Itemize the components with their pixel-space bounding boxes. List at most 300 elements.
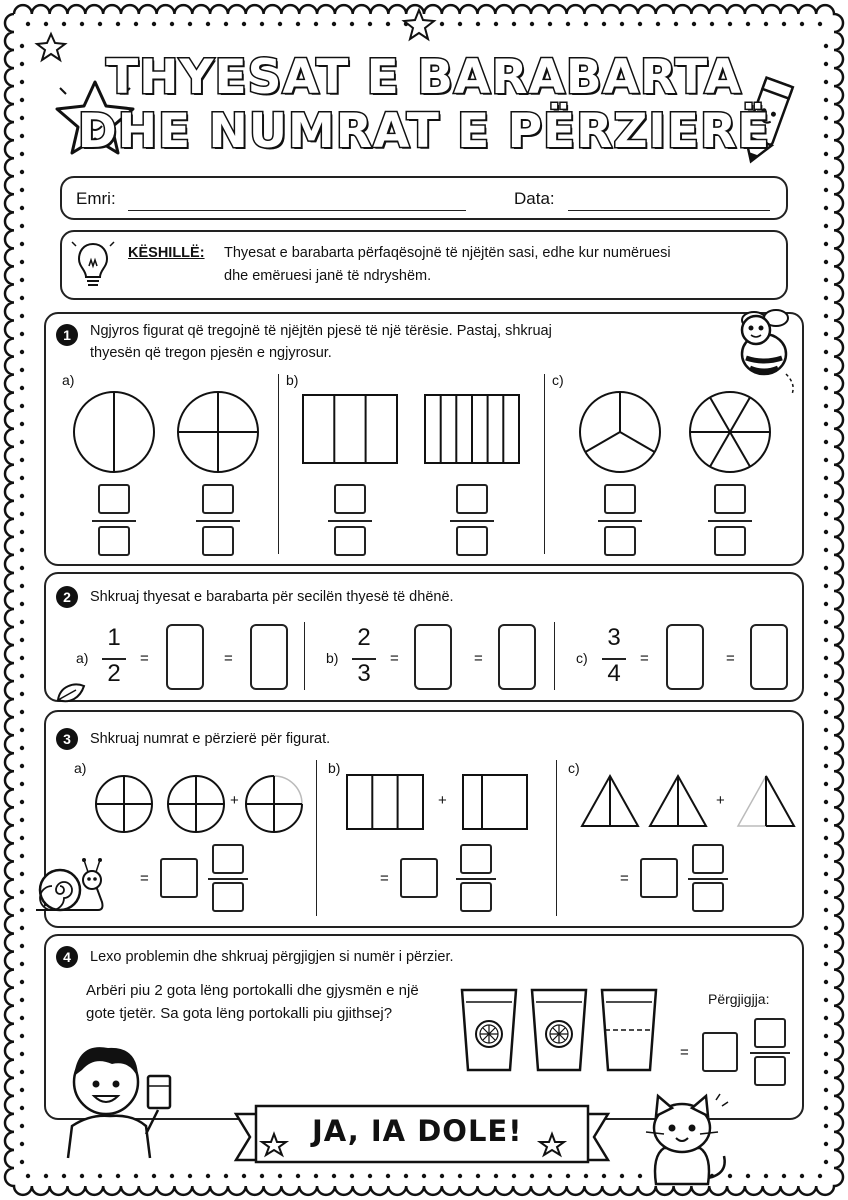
border-dot (20, 1016, 24, 1020)
border-dot (116, 1174, 120, 1178)
exercise-3-instruction: Shkruaj numrat e përzierë për figurat. (90, 731, 331, 747)
border-dot (20, 872, 24, 876)
denominator-box[interactable] (604, 526, 636, 556)
name-label: Emri: (76, 189, 116, 208)
denominator-box[interactable] (334, 526, 366, 556)
border-dot (824, 710, 828, 714)
given-numerator: 2 (357, 624, 371, 651)
border-dot (62, 22, 66, 26)
border-dot (188, 1174, 192, 1178)
border-dot (20, 800, 24, 804)
border-dot (824, 170, 828, 174)
border-dot (824, 782, 828, 786)
border-dot (20, 350, 24, 354)
rectangle-thirds (346, 774, 424, 830)
border-dot (824, 260, 828, 264)
divider (556, 760, 557, 916)
border-dot (20, 944, 24, 948)
given-numerator: 3 (607, 624, 621, 651)
part-b-label: b) (328, 760, 341, 776)
circle-quarters (94, 774, 154, 834)
circle-thirds[interactable] (578, 390, 662, 474)
item-b-label: b) (326, 650, 339, 666)
answer-box[interactable] (666, 624, 704, 690)
border-dot (20, 836, 24, 840)
divider (544, 374, 545, 554)
border-dot (800, 22, 804, 26)
answer-box[interactable] (750, 624, 788, 690)
given-numerator: 1 (107, 624, 121, 651)
full-glass-icon (460, 986, 518, 1072)
border-dot (494, 22, 498, 26)
numerator-box[interactable] (212, 844, 244, 874)
border-dot (20, 332, 24, 336)
top-star-icon (402, 8, 436, 42)
rectangle-sixths[interactable] (424, 394, 520, 464)
border-dot (98, 1174, 102, 1178)
part-a-label: a) (62, 372, 75, 388)
border-dot (20, 278, 24, 282)
border-dot (824, 206, 828, 210)
border-dot (422, 1174, 426, 1178)
fraction-bar (456, 878, 496, 880)
border-dot (80, 22, 84, 26)
border-dot (134, 1174, 138, 1178)
border-dot (20, 854, 24, 858)
whole-number-box[interactable] (160, 858, 198, 898)
given-denominator: 4 (607, 660, 621, 687)
problem-line-2: gote tjetër. Sa gota lëng portokalli piu gjithsej? (86, 1005, 393, 1022)
border-dot (80, 1174, 84, 1178)
border-dot (824, 1124, 828, 1128)
border-dot (224, 22, 228, 26)
date-field[interactable] (568, 210, 770, 211)
tip-text-line-2: dhe emëruesi janë të ndryshëm. (224, 268, 432, 284)
numerator-box[interactable] (456, 484, 488, 514)
border-dot (350, 1174, 354, 1178)
border-dot (824, 224, 828, 228)
exercise-1-instruction-line-1: Ngjyros figurat që tregojnë të njëjtën pjesë të një tërësie. Pastaj, shkruaj (90, 323, 552, 339)
border-dot (134, 22, 138, 26)
border-dot (440, 22, 444, 26)
border-dot (824, 44, 828, 48)
border-dot (20, 1106, 24, 1110)
border-dot (824, 494, 828, 498)
triangle-half-shaded (736, 774, 796, 828)
equals-sign: = (140, 650, 149, 667)
divider (304, 622, 305, 690)
border-dot (20, 170, 24, 174)
border-dot (314, 22, 318, 26)
border-dot (764, 1174, 768, 1178)
border-dot (824, 962, 828, 966)
border-dot (824, 566, 828, 570)
border-dot (20, 566, 24, 570)
page-title-line-1: THYESAT E BARABARTA (106, 50, 742, 105)
border-dot (824, 404, 828, 408)
border-dot (296, 22, 300, 26)
numerator-box[interactable] (754, 1018, 786, 1048)
border-dot (20, 926, 24, 930)
exercise-2-instruction: Shkruaj thyesat e barabarta për secilën thyesë të dhënë. (90, 589, 454, 605)
answer-box[interactable] (498, 624, 536, 690)
divider (278, 374, 279, 554)
border-dot (386, 1174, 390, 1178)
border-dot (20, 782, 24, 786)
border-dot (824, 440, 828, 444)
circle-sixths[interactable] (688, 390, 772, 474)
border-dot (824, 656, 828, 660)
problem-line-1: Arbëri piu 2 gota lëng portokalli dhe gjysmën e një (86, 982, 419, 999)
fraction-bar (328, 520, 372, 522)
tip-text-line-1: Thyesat e barabarta përfaqësojnë të njëjtën sasi, edhe kur numëruesi (224, 245, 671, 261)
exercise-number: 4 (56, 946, 78, 968)
border-dot (824, 854, 828, 858)
border-dot (602, 1174, 606, 1178)
border-dot (824, 728, 828, 732)
border-dot (20, 620, 24, 624)
name-field[interactable] (128, 210, 466, 211)
border-dot (404, 1174, 408, 1178)
whole-number-box[interactable] (702, 1032, 738, 1072)
border-dot (824, 674, 828, 678)
border-dot (20, 584, 24, 588)
border-dot (20, 1124, 24, 1128)
border-dot (824, 998, 828, 1002)
answer-box[interactable] (250, 624, 288, 690)
border-dot (20, 1052, 24, 1056)
border-dot (728, 22, 732, 26)
full-glass-icon (530, 986, 588, 1072)
border-dot (824, 368, 828, 372)
border-dot (824, 872, 828, 876)
triangle-halves (648, 774, 708, 828)
border-dot (260, 1174, 264, 1178)
border-dot (20, 656, 24, 660)
border-dot (824, 944, 828, 948)
border-dot (656, 22, 660, 26)
border-dot (824, 386, 828, 390)
border-dot (692, 22, 696, 26)
border-dot (824, 1052, 828, 1056)
border-dot (548, 22, 552, 26)
fraction-bar (208, 878, 248, 880)
border-dot (824, 548, 828, 552)
border-dot (20, 404, 24, 408)
border-dot (620, 22, 624, 26)
tip-box (60, 230, 788, 300)
border-dot (20, 368, 24, 372)
border-dot (824, 1016, 828, 1020)
border-dot (824, 278, 828, 282)
exercise-4-instruction: Lexo problemin dhe shkruaj përgjigjen si numër i përzier. (90, 949, 454, 965)
border-dot (824, 512, 828, 516)
tip-heading: KËSHILLË: (128, 245, 205, 261)
part-a-label: a) (74, 760, 87, 776)
border-dot (566, 22, 570, 26)
equals-sign: = (474, 650, 483, 667)
border-dot (476, 22, 480, 26)
equals-sign: = (640, 650, 649, 667)
plus-sign: + (438, 792, 447, 809)
border-dot (530, 22, 534, 26)
denominator-box[interactable] (692, 882, 724, 912)
boy-with-glass-icon (50, 1030, 180, 1160)
border-dot (824, 188, 828, 192)
border-dot (512, 22, 516, 26)
exercise-3-box (44, 710, 804, 928)
border-dot (824, 1088, 828, 1092)
border-dot (368, 1174, 372, 1178)
border-dot (20, 296, 24, 300)
border-dot (20, 638, 24, 642)
border-dot (20, 314, 24, 318)
border-dot (26, 1174, 30, 1178)
border-dot (152, 22, 156, 26)
border-dot (206, 22, 210, 26)
border-dot (566, 1174, 570, 1178)
circle-quarters (166, 774, 226, 834)
equals-sign: = (680, 1044, 689, 1061)
border-dot (824, 296, 828, 300)
lightbulb-icon (76, 240, 110, 292)
numerator-box[interactable] (202, 484, 234, 514)
fraction-bar (750, 1052, 790, 1054)
exercise-2-box (44, 572, 804, 702)
equals-sign: = (390, 650, 399, 667)
equals-sign: = (380, 870, 389, 887)
fraction-bar (196, 520, 240, 522)
border-dot (824, 818, 828, 822)
border-dot (824, 1142, 828, 1146)
border-dot (458, 1174, 462, 1178)
border-dot (152, 1174, 156, 1178)
border-dot (824, 638, 828, 642)
denominator-box[interactable] (754, 1056, 786, 1086)
fraction-bar (688, 878, 728, 880)
border-dot (20, 494, 24, 498)
fraction-bar (450, 520, 494, 522)
item-c-label: c) (576, 650, 588, 666)
denominator-box[interactable] (456, 526, 488, 556)
plus-sign: + (716, 792, 725, 809)
border-dot (20, 44, 24, 48)
denominator-box[interactable] (98, 526, 130, 556)
border-dot (782, 1174, 786, 1178)
border-dot (800, 1174, 804, 1178)
border-dot (20, 692, 24, 696)
exercise-number: 3 (56, 728, 78, 750)
border-dot (20, 440, 24, 444)
bee-icon (724, 302, 808, 398)
border-dot (584, 1174, 588, 1178)
numerator-box[interactable] (692, 844, 724, 874)
rectangle-thirds[interactable] (302, 394, 398, 464)
name-date-box (60, 176, 788, 220)
numerator-box[interactable] (334, 484, 366, 514)
border-dot (296, 1174, 300, 1178)
border-dot (782, 22, 786, 26)
item-a-label: a) (76, 650, 89, 666)
border-dot (824, 242, 828, 246)
border-dot (20, 674, 24, 678)
border-dot (824, 620, 828, 624)
border-dot (20, 908, 24, 912)
border-dot (188, 22, 192, 26)
divider (554, 622, 555, 690)
border-dot (818, 22, 822, 26)
border-dot (20, 1070, 24, 1074)
part-c-label: c) (568, 760, 580, 776)
border-dot (824, 1070, 828, 1074)
triangle-halves (580, 774, 640, 828)
border-dot (20, 188, 24, 192)
fraction-bar (708, 520, 752, 522)
border-dot (314, 1174, 318, 1178)
part-c-label: c) (552, 372, 564, 388)
border-dot (62, 1174, 66, 1178)
border-dot (224, 1174, 228, 1178)
border-dot (824, 602, 828, 606)
border-dot (638, 22, 642, 26)
border-dot (818, 1174, 822, 1178)
circle-quarters[interactable] (176, 390, 260, 474)
border-dot (260, 22, 264, 26)
cat-icon (636, 1092, 732, 1188)
border-dot (20, 1142, 24, 1146)
numerator-box[interactable] (98, 484, 130, 514)
denominator-box[interactable] (202, 526, 234, 556)
border-dot (20, 386, 24, 390)
border-dot (20, 746, 24, 750)
page-title-line-2: DHE NUMRAT E PËRZIERË (77, 104, 771, 159)
border-dot (824, 1034, 828, 1038)
denominator-box[interactable] (714, 526, 746, 556)
answer-box[interactable] (414, 624, 452, 690)
numerator-box[interactable] (714, 484, 746, 514)
border-dot (824, 980, 828, 984)
border-dot (20, 710, 24, 714)
border-dot (512, 1174, 516, 1178)
exercise-number: 1 (56, 324, 78, 346)
border-dot (20, 602, 24, 606)
border-dot (710, 22, 714, 26)
border-dot (824, 890, 828, 894)
border-dot (206, 1174, 210, 1178)
border-dot (20, 962, 24, 966)
border-dot (824, 926, 828, 930)
border-dot (494, 1174, 498, 1178)
exercise-1-box (44, 312, 804, 566)
border-dot (20, 422, 24, 426)
border-dot (20, 998, 24, 1002)
given-denominator: 2 (107, 660, 121, 687)
fraction-bar (598, 520, 642, 522)
border-dot (26, 22, 30, 26)
border-dot (746, 22, 750, 26)
equals-sign: = (140, 870, 149, 887)
border-dot (170, 1174, 174, 1178)
border-dot (824, 692, 828, 696)
border-dot (824, 1106, 828, 1110)
border-dot (44, 22, 48, 26)
border-dot (620, 1174, 624, 1178)
border-dot (278, 22, 282, 26)
border-dot (242, 22, 246, 26)
equals-sign: = (620, 870, 629, 887)
border-dot (20, 458, 24, 462)
border-dot (278, 1174, 282, 1178)
border-dot (476, 1174, 480, 1178)
fraction-bar (92, 520, 136, 522)
border-dot (458, 22, 462, 26)
border-dot (368, 22, 372, 26)
border-dot (20, 548, 24, 552)
border-dot (20, 1160, 24, 1164)
answer-box[interactable] (166, 624, 204, 690)
border-dot (20, 1088, 24, 1092)
numerator-box[interactable] (460, 844, 492, 874)
border-dot (824, 530, 828, 534)
border-dot (824, 746, 828, 750)
border-dot (20, 476, 24, 480)
date-label: Data: (514, 189, 555, 208)
border-dot (20, 530, 24, 534)
border-dot (98, 22, 102, 26)
border-dot (824, 350, 828, 354)
border-dot (824, 314, 828, 318)
denominator-box[interactable] (460, 882, 492, 912)
border-dot (824, 908, 828, 912)
border-dot (20, 890, 24, 894)
border-dot (20, 242, 24, 246)
border-dot (350, 22, 354, 26)
rectangle-halves (462, 774, 528, 830)
border-dot (242, 1174, 246, 1178)
divider (316, 760, 317, 916)
border-dot (824, 458, 828, 462)
border-dot (332, 22, 336, 26)
circle-halves[interactable] (72, 390, 156, 474)
denominator-box[interactable] (212, 882, 244, 912)
border-dot (602, 22, 606, 26)
border-dot (20, 764, 24, 768)
border-dot (20, 980, 24, 984)
whole-number-box[interactable] (640, 858, 678, 898)
plus-sign: + (230, 792, 239, 809)
border-dot (824, 1160, 828, 1164)
answer-label: Përgjigjja: (708, 991, 770, 1007)
border-dot (548, 1174, 552, 1178)
border-dot (20, 1034, 24, 1038)
border-dot (20, 728, 24, 732)
border-dot (824, 332, 828, 336)
border-dot (440, 1174, 444, 1178)
exercise-1-instruction-line-2: thyesën që tregon pjesën e ngjyrosur. (90, 345, 332, 361)
border-dot (824, 764, 828, 768)
border-dot (116, 22, 120, 26)
exercise-number: 2 (56, 586, 78, 608)
whole-number-box[interactable] (400, 858, 438, 898)
border-dot (20, 224, 24, 228)
given-denominator: 3 (357, 660, 371, 687)
border-dot (170, 22, 174, 26)
border-dot (824, 836, 828, 840)
numerator-box[interactable] (604, 484, 636, 514)
border-dot (44, 1174, 48, 1178)
border-dot (20, 818, 24, 822)
border-dot (824, 422, 828, 426)
